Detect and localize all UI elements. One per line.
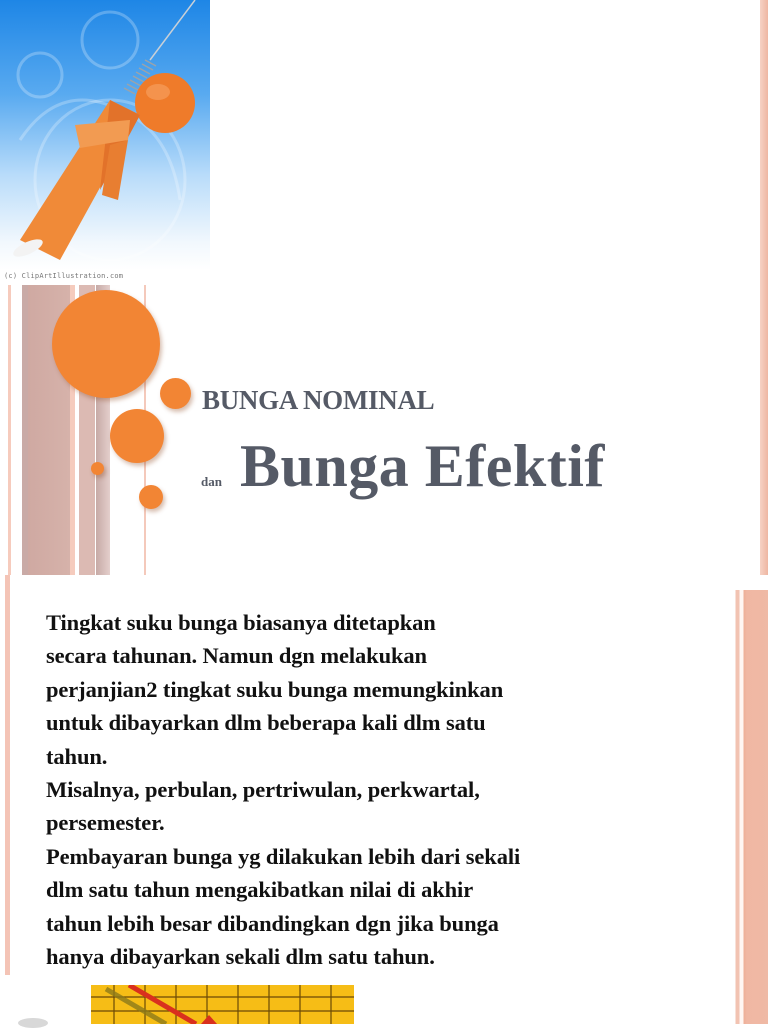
body-line: dlm satu tahun mengakibatkan nilai di akhir: [46, 877, 474, 903]
right-accent-stripes: [735, 590, 768, 1024]
slide-title-efektif: Bunga Efektif: [240, 433, 605, 499]
medium-orange-circle: [110, 409, 164, 463]
small-orange-circle: [160, 378, 191, 409]
body-line: tahun.: [46, 743, 108, 769]
body-line: Tingkat suku bunga biasanya ditetapkan: [46, 610, 436, 635]
small-orange-circle: [139, 485, 163, 509]
slide-title-nominal: BUNGA NOMINAL: [202, 385, 435, 415]
body-line: secara tahunan. Namun dgn melakukan: [46, 643, 427, 669]
body-line: tahun lebih besar dibandingkan dgn jika bunga: [46, 910, 499, 936]
body-line: Pembayaran bunga yg dilakukan lebih dari sekali: [46, 843, 521, 869]
slide-title-connector: dan: [201, 474, 222, 489]
body-line: persemester.: [46, 810, 165, 836]
grid-chart-image: [91, 985, 354, 1024]
kendama-illustration: [0, 0, 210, 270]
left-accent-stripe: [5, 575, 10, 975]
slide-body-text: [46, 606, 646, 973]
decorative-shape: [18, 1018, 48, 1028]
body-line: perjanjian2 tingkat suku bunga memungkinkan: [46, 676, 504, 702]
body-line: untuk dibayarkan dlm beberapa kali dlm satu: [46, 710, 486, 736]
kendama-clipart-image: [0, 0, 210, 270]
body-line: Misalnya, perbulan, pertriwulan, perkwartal,: [46, 777, 480, 803]
tiny-orange-circle: [91, 462, 104, 475]
right-edge-stripe: [760, 0, 768, 575]
decorative-stripe: [8, 285, 11, 575]
clipart-credit: (c) ClipArtIllustration.com: [4, 272, 124, 280]
large-orange-circle: [52, 290, 160, 398]
body-line: hanya dibayarkan sekali dlm satu tahun.: [46, 944, 435, 970]
grid-with-declining-lines: [91, 985, 354, 1024]
